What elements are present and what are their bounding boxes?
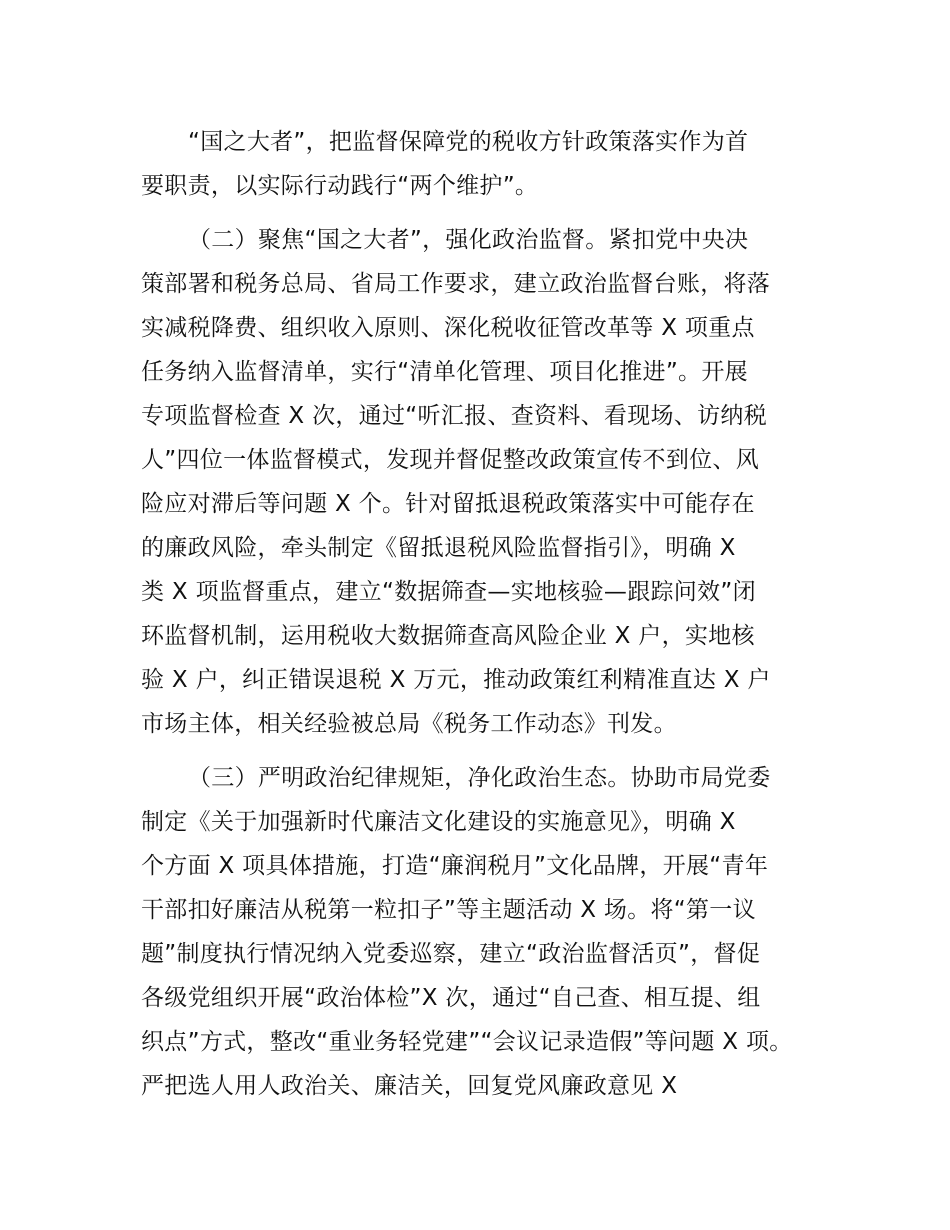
paragraph-line: 织点”方式，整改“重业务轻党建”“会议记录造假”等问题 X 项。 — [141, 1029, 793, 1055]
paragraph-gap — [141, 746, 831, 756]
paragraph-line: （三）严明政治纪律规矩，净化政治生态。协助市局党委 — [188, 765, 771, 791]
paragraph-line: 制定《关于加强新时代廉洁文化建设的实施意见》，明确 X — [141, 809, 736, 835]
paragraph-line: 题”制度执行情况纳入党委巡察，建立“政治监督活页”，督促 — [141, 941, 761, 967]
paragraph-line: 策部署和税务总局、省局工作要求，建立政治监督台账，将落 — [141, 271, 771, 297]
paragraph-line: 类 X 项监督重点，建立“数据筛查—实地核验—跟踪问效”闭 — [141, 579, 756, 605]
paragraph-line: （二）聚焦“国之大者”，强化政治监督。紧扣党中央决 — [188, 227, 749, 253]
paragraph-line: 人”四位一体监督模式，发现并督促整改政策宣传不到位、风 — [141, 447, 760, 473]
paragraph-line: 实减税降费、组织收入原则、深化税收征管改革等 X 项重点 — [141, 315, 755, 341]
paragraph-line: 的廉政风险，牵头制定《留抵退税风险监督指引》，明确 X — [141, 535, 736, 561]
paragraph-line: 要职责，以实际行动践行“两个维护”。 — [141, 173, 539, 199]
paragraph-line: 险应对滞后等问题 X 个。针对留抵退税政策落实中可能存在 — [141, 491, 755, 517]
paragraph-gap — [141, 208, 831, 218]
paragraph-line: “国之大者”，把监督保障党的税收方针政策落实作为首 — [188, 129, 749, 155]
paragraph-line: 环监督机制，运用税收大数据筛查高风险企业 X 户，实地核 — [141, 623, 755, 649]
paragraph-line: 验 X 户，纠正错误退税 X 万元，推动政策红利精准直达 X 户 — [141, 667, 771, 693]
paragraph-line: 严把选人用人政治关、廉洁关，回复党风廉政意见 X — [141, 1073, 678, 1099]
paragraph-2 — [141, 218, 831, 746]
paragraph-1 — [141, 120, 831, 208]
paragraph-line: 任务纳入监督清单，实行“清单化管理、项目化推进”。开展 — [141, 359, 748, 385]
paragraph-line: 各级党组织开展“政治体检”X 次，通过“自己查、相互提、组 — [141, 985, 761, 1011]
paragraph-line: 市场主体，相关经验被总局《税务工作动态》刊发。 — [141, 711, 677, 737]
paragraph-line: 个方面 X 项具体措施，打造“廉润税月”文化品牌，开展“青年 — [141, 853, 769, 879]
document-body — [141, 120, 831, 1108]
paragraph-line: 干部扣好廉洁从税第一粒扣子”等主题活动 X 场。将“第一议 — [141, 897, 756, 923]
paragraph-line: 专项监督检查 X 次，通过“听汇报、查资料、看现场、访纳税 — [141, 403, 767, 429]
paragraph-3 — [141, 756, 831, 1108]
